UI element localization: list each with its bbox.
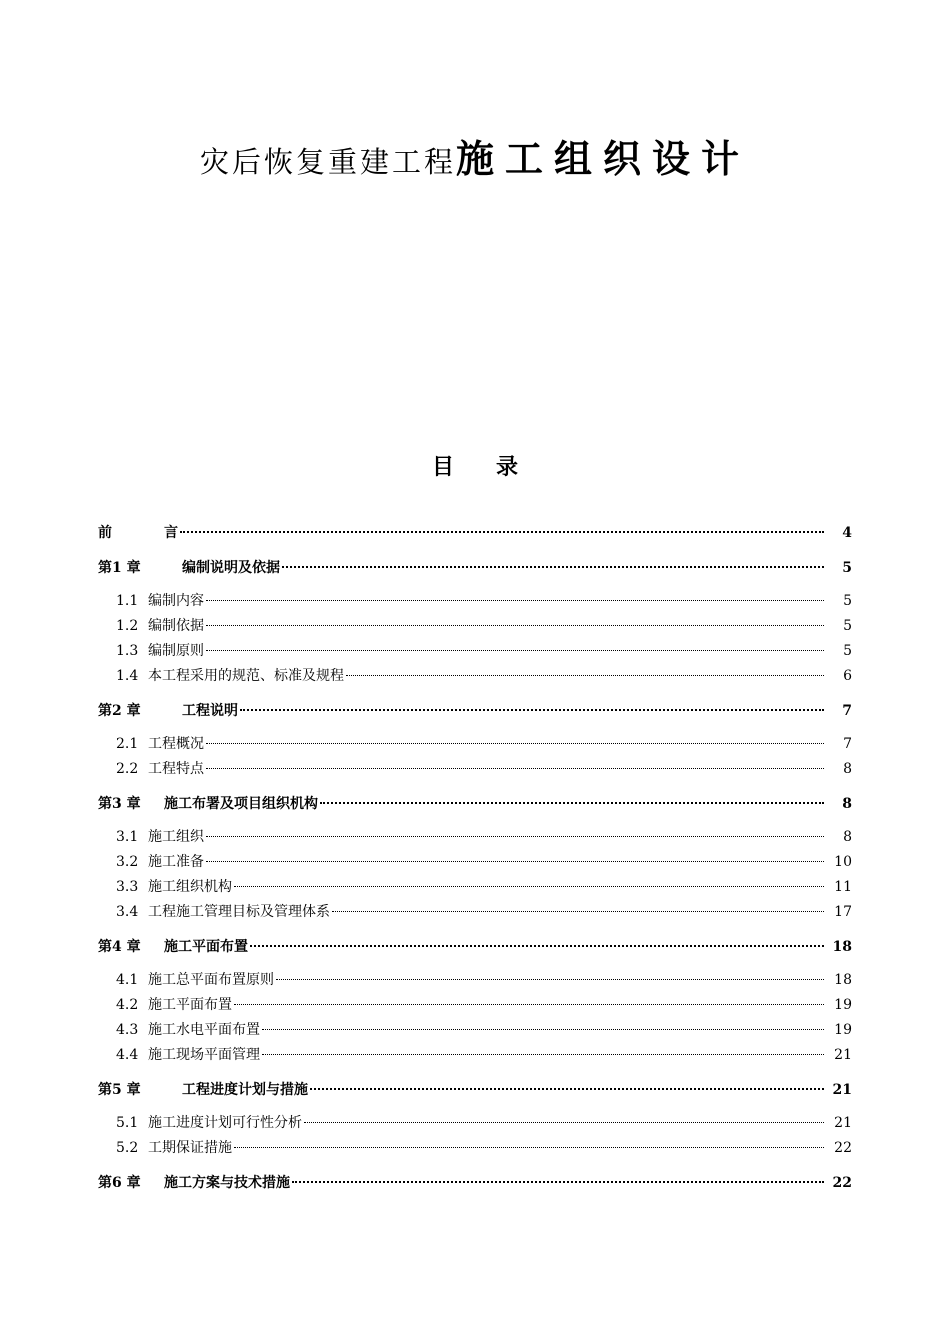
toc-entry-number: 1.3: [116, 643, 139, 659]
toc-entry-page-number: 18: [834, 972, 852, 988]
toc-entry-number: 前: [98, 525, 112, 541]
toc-entry-number: 4.2: [116, 997, 139, 1013]
toc-entry-page-number: 8: [843, 829, 852, 845]
toc-chapter-entry[interactable]: [98, 555, 852, 581]
toc-entry-page-number: 10: [834, 854, 852, 870]
toc-entry-page-number: 17: [834, 904, 852, 920]
toc-dot-leader: [282, 566, 824, 568]
toc-entry-number: 5.2: [116, 1140, 139, 1156]
toc-section-entry[interactable]: [98, 900, 852, 925]
toc-section-entry[interactable]: [98, 850, 852, 875]
toc-section-entry[interactable]: [98, 1043, 852, 1068]
toc-section-entry[interactable]: [98, 757, 852, 782]
toc-dot-leader: [250, 945, 824, 947]
document-title: [0, 128, 950, 183]
toc-section-entry[interactable]: [98, 1136, 852, 1161]
toc-section-entry[interactable]: [98, 825, 852, 850]
toc-entry-page-number: 7: [842, 703, 852, 719]
toc-entry-label: 施工进度计划可行性分析: [148, 1115, 302, 1131]
toc-entry-label: 编制原则: [148, 643, 204, 659]
toc-entry-number: 第3 章: [98, 796, 141, 812]
toc-dot-leader: [206, 743, 824, 744]
toc-entry-label: 编制内容: [148, 593, 204, 609]
toc-entry-number: 4.4: [116, 1047, 139, 1063]
toc-entry-number: 第6 章: [98, 1175, 141, 1191]
toc-dot-leader: [206, 768, 824, 769]
toc-dot-leader: [206, 650, 824, 651]
toc-dot-leader: [320, 802, 824, 804]
toc-dot-leader: [206, 861, 824, 862]
toc-chapter-entry[interactable]: [98, 520, 852, 546]
toc-section-entry[interactable]: [98, 875, 852, 900]
toc-entry-label: 施工平面布置: [148, 997, 232, 1013]
toc-entry-number: 2.1: [116, 736, 139, 752]
document-title-part2: 施工组织设计: [456, 136, 751, 181]
toc-entry-label: 施工平面布置: [164, 939, 248, 955]
toc-dot-leader: [234, 886, 824, 887]
toc-entry-number: 1.1: [116, 593, 139, 609]
toc-entry-page-number: 11: [834, 879, 852, 895]
toc-dot-leader: [292, 1181, 824, 1183]
toc-entry-page-number: 22: [834, 1140, 852, 1156]
toc-section-entry[interactable]: [98, 614, 852, 639]
toc-dot-leader: [262, 1054, 824, 1055]
toc-section-entry[interactable]: [98, 664, 852, 689]
toc-entry-page-number: 21: [834, 1115, 852, 1131]
toc-entry-page-number: 19: [834, 997, 852, 1013]
toc-entry-number: 3.4: [116, 904, 139, 920]
toc-dot-leader: [262, 1029, 824, 1030]
document-title-part1: 灾后恢复重建工程: [199, 145, 456, 179]
toc-entry-number: 3.3: [116, 879, 139, 895]
toc-entry-number: 第1 章: [98, 560, 141, 576]
toc-entry-number: 1.4: [116, 668, 139, 684]
toc-entry-label: 施工方案与技术措施: [164, 1175, 290, 1191]
toc-dot-leader: [346, 675, 824, 676]
toc-chapter-entry[interactable]: [98, 791, 852, 817]
toc-section-entry[interactable]: [98, 1111, 852, 1136]
toc-entry-page-number: 7: [843, 736, 852, 752]
toc-chapter-entry[interactable]: [98, 1077, 852, 1103]
toc-dot-leader: [234, 1004, 824, 1005]
toc-entry-page-number: 21: [832, 1082, 852, 1098]
toc-entry-label: 工期保证措施: [148, 1140, 232, 1156]
toc-entry-number: 3.2: [116, 854, 139, 870]
toc-heading-char2: 录: [496, 454, 519, 480]
toc-entry-number: 第4 章: [98, 939, 141, 955]
toc-entry-page-number: 21: [834, 1047, 852, 1063]
toc-chapter-entry[interactable]: [98, 698, 852, 724]
toc-entry-label: 施工组织机构: [148, 879, 232, 895]
toc-entry-label: 言: [164, 525, 178, 541]
toc-dot-leader: [206, 600, 824, 601]
toc-section-entry[interactable]: [98, 993, 852, 1018]
toc-entry-page-number: 5: [843, 643, 852, 659]
toc-entry-page-number: 19: [834, 1022, 852, 1038]
toc-entry-label: 施工布署及项目组织机构: [164, 796, 318, 812]
toc-heading-char1: 目: [431, 454, 454, 480]
toc-heading: [0, 450, 950, 481]
toc-entry-number: 第5 章: [98, 1082, 141, 1098]
toc-entry-page-number: 5: [843, 593, 852, 609]
toc-dot-leader: [310, 1088, 824, 1090]
toc-dot-leader: [206, 625, 824, 626]
toc-entry-page-number: 5: [843, 618, 852, 634]
toc-entry-label: 工程概况: [148, 736, 204, 752]
toc-entry-label: 施工准备: [148, 854, 204, 870]
toc-entry-number: 3.1: [116, 829, 139, 845]
toc-chapter-entry[interactable]: [98, 934, 852, 960]
toc-entry-label: 编制依据: [148, 618, 204, 634]
toc-entry-label: 工程特点: [148, 761, 204, 777]
toc-entry-label: 工程进度计划与措施: [182, 1082, 308, 1098]
toc-entry-label: 本工程采用的规范、标准及规程: [148, 668, 344, 684]
toc-chapter-entry[interactable]: [98, 1170, 852, 1196]
toc-entry-page-number: 4: [842, 525, 852, 541]
toc-entry-label: 编制说明及依据: [182, 560, 280, 576]
toc-entry-page-number: 22: [832, 1175, 852, 1191]
toc-dot-leader: [332, 911, 824, 912]
toc-entry-page-number: 8: [843, 761, 852, 777]
toc-entry-page-number: 18: [832, 939, 852, 955]
toc-entry-number: 4.1: [116, 972, 139, 988]
toc-entry-label: 施工水电平面布置: [148, 1022, 260, 1038]
toc-dot-leader: [304, 1122, 824, 1123]
toc-entry-page-number: 5: [842, 560, 852, 576]
toc-entry-page-number: 6: [843, 668, 852, 684]
toc-dot-leader: [206, 836, 824, 837]
table-of-contents: [98, 520, 852, 1196]
toc-dot-leader: [234, 1147, 824, 1148]
toc-section-entry[interactable]: [98, 639, 852, 664]
toc-entry-label: 施工总平面布置原则: [148, 972, 274, 988]
toc-section-entry[interactable]: [98, 589, 852, 614]
toc-section-entry[interactable]: [98, 732, 852, 757]
toc-entry-number: 5.1: [116, 1115, 139, 1131]
toc-entry-label: 工程说明: [182, 703, 238, 719]
toc-entry-label: 工程施工管理目标及管理体系: [148, 904, 330, 920]
toc-section-entry[interactable]: [98, 968, 852, 993]
toc-dot-leader: [180, 531, 824, 533]
toc-entry-number: 2.2: [116, 761, 139, 777]
toc-entry-label: 施工现场平面管理: [148, 1047, 260, 1063]
toc-section-entry[interactable]: [98, 1018, 852, 1043]
toc-entry-number: 4.3: [116, 1022, 139, 1038]
toc-dot-leader: [276, 979, 824, 980]
toc-entry-page-number: 8: [842, 796, 852, 812]
toc-entry-label: 施工组织: [148, 829, 204, 845]
toc-entry-number: 第2 章: [98, 703, 141, 719]
toc-dot-leader: [240, 709, 824, 711]
toc-entry-number: 1.2: [116, 618, 139, 634]
